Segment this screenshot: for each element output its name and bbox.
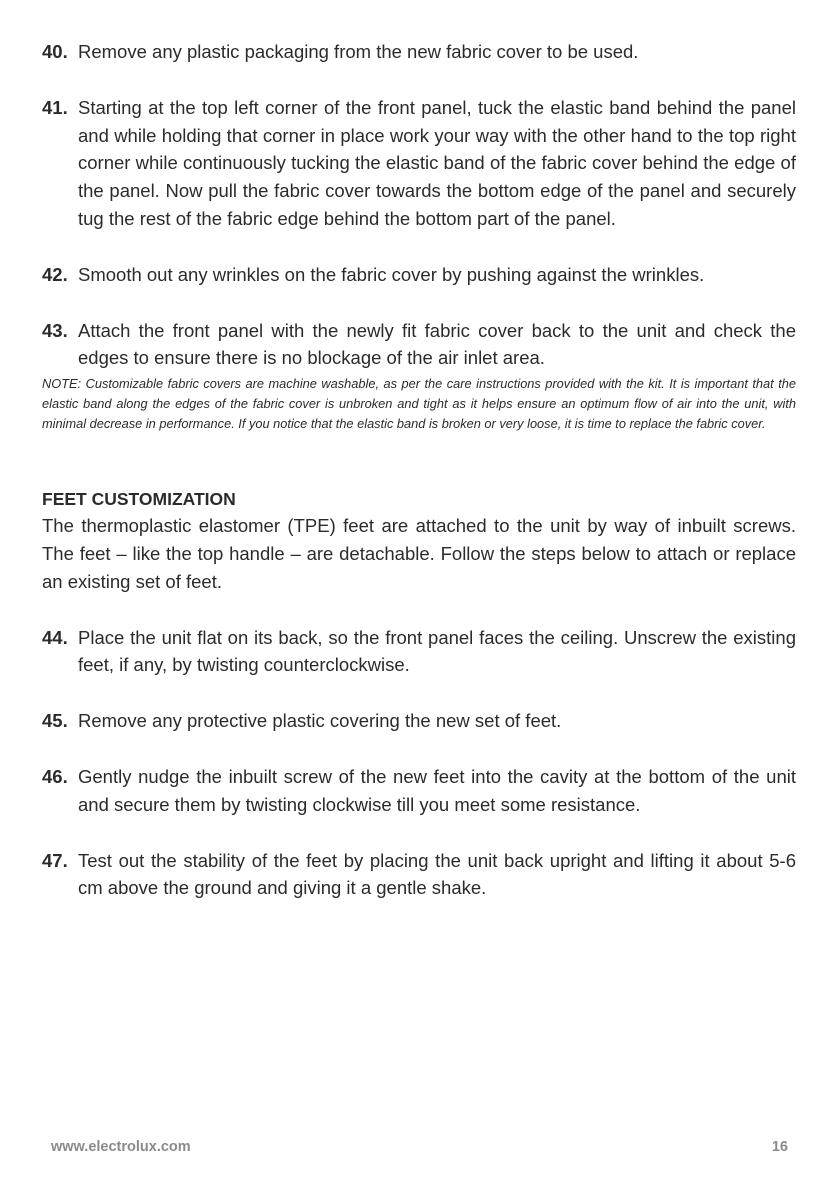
step-text: Test out the stability of the feet by placing the unit back upright and lifting it about 5-6 cm above the ground and giving it a gentle shake. xyxy=(78,849,796,899)
step-number: 43. xyxy=(42,319,68,341)
section-title: FEET CUSTOMIZATION xyxy=(42,489,236,510)
step-47 xyxy=(42,847,796,903)
section-intro: The thermoplastic elastomer (TPE) feet are attached to the unit by way of inbuilt screws. The feet – like the top handle – are detachable. Follow the steps below to attach or replace an existing set of feet. xyxy=(42,515,796,592)
step-46 xyxy=(42,763,796,819)
step-45 xyxy=(42,707,796,735)
step-number: 42. xyxy=(42,263,68,285)
step-43 xyxy=(42,317,796,373)
step-text: Starting at the top left corner of the front panel, tuck the elastic band behind the panel and while holding that corner in place work your way with the other hand to the top right corner while continuously tucking the elastic band of the fabric cover behind the edge of the panel. Now pull the fabric cover towards the bottom edge of the panel and securely tug the rest of the fabric edge behind the bottom part of the panel. xyxy=(78,96,796,229)
step-42 xyxy=(42,261,796,289)
step-text: Gently nudge the inbuilt screw of the new feet into the cavity at the bottom of the unit and secure them by twisting clockwise till you meet some resistance. xyxy=(78,765,796,815)
footer-website-url: www.electrolux.com xyxy=(51,1139,191,1155)
step-40 xyxy=(42,38,796,66)
care-note: NOTE: Customizable fabric covers are machine washable, as per the care instructions provided with the kit. It is important that the elastic band along the edges of the fabric cover is unbroken and tight as it helps ensure an optimum flow of air into the unit, with minimal decrease in performance. If you notice that the elastic band is broken or very loose, it is time to replace the fabric cover. xyxy=(42,376,796,432)
step-text: Attach the front panel with the newly fit fabric cover back to the unit and check the edges to ensure there is no blockage of the air inlet area. xyxy=(78,319,796,369)
step-text: Place the unit flat on its back, so the front panel faces the ceiling. Unscrew the existing feet, if any, by twisting counterclockwise. xyxy=(78,626,796,676)
step-number: 45. xyxy=(42,710,68,732)
page-number: 16 xyxy=(771,1139,788,1155)
step-text: Remove any protective plastic covering the new set of feet. xyxy=(78,710,562,732)
step-number: 41. xyxy=(42,96,68,118)
step-44 xyxy=(42,624,796,680)
step-41 xyxy=(42,94,796,233)
step-number: 46. xyxy=(42,765,68,787)
step-text: Smooth out any wrinkles on the fabric cover by pushing against the wrinkles. xyxy=(78,263,705,285)
manual-page xyxy=(42,38,796,902)
step-number: 44. xyxy=(42,626,68,648)
step-text: Remove any plastic packaging from the new fabric cover to be used. xyxy=(78,41,639,62)
step-number: 47. xyxy=(42,849,68,871)
step-number: 40. xyxy=(42,41,68,62)
